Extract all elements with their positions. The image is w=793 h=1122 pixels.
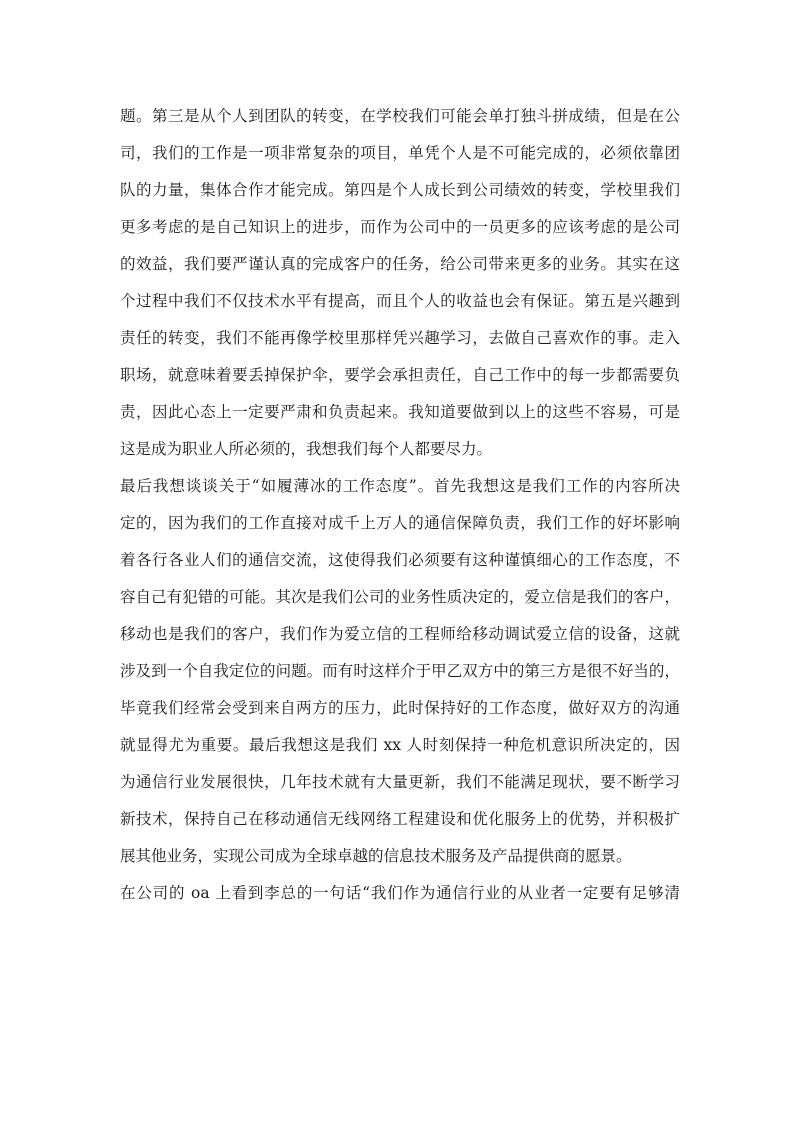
- text-line: 题。第三是从个人到团队的转变，在学校我们可能会单打独斗拼成绩，但是在公: [120, 107, 680, 125]
- text-line: 责，因此心态上一定要严肃和负责起来。我知道要做到以上的这些不容易，可是: [120, 403, 680, 421]
- text-line: 着各行各业人们的通信交流，这使得我们必须要有这种谨慎细心的工作态度，不: [120, 551, 680, 569]
- text-line: 涉及到一个自我定位的问题。而有时这样介于甲乙双方中的第三方是很不好当的，: [120, 662, 680, 680]
- text-line: 定的，因为我们的工作直接对成千上万人的通信保障负责，我们工作的好坏影响: [120, 514, 680, 532]
- text-line: 职场，就意味着要丢掉保护伞，要学会承担责任，自己工作中的每一步都需要负: [120, 366, 680, 384]
- text-line: 新技术，保持自己在移动通信无线网络工程建设和优化服务上的优势，并积极扩: [120, 810, 680, 828]
- text-line: 责任的转变，我们不能再像学校里那样凭兴趣学习，去做自己喜欢作的事。走入: [120, 329, 680, 347]
- text-line: 展其他业务，实现公司成为全球卓越的信息技术服务及产品提供商的愿景。: [120, 847, 632, 865]
- text-line: 这是成为职业人所必须的，我想我们每个人都要尽力。: [120, 440, 493, 458]
- text-line: 容自己有犯错的可能。其次是我们公司的业务性质决定的，爱立信是我们的客户，: [120, 588, 680, 606]
- text-line: 更多考虑的是自己知识上的进步，而作为公司中的一员更多的应该考虑的是公司: [120, 218, 680, 236]
- paragraph-2: [120, 468, 680, 875]
- document-body: [120, 98, 680, 912]
- text-line: 就显得尤为重要。最后我想这是我们 xx 人时刻保持一种危机意识所决定的，因: [120, 736, 680, 754]
- text-line: 的效益，我们要严谨认真的完成客户的任务，给公司带来更多的业务。其实在这: [120, 255, 680, 273]
- text-line: 队的力量，集体合作才能完成。第四是个人成长到公司绩效的转变，学校里我们: [120, 181, 680, 199]
- paragraph-3: [120, 875, 680, 912]
- text-line: 为通信行业发展很快，几年技术就有大量更新，我们不能满足现状，要不断学习: [120, 773, 680, 791]
- text-line: 在公司的 oa 上看到李总的一句话“我们作为通信行业的从业者一定要有足够清: [120, 884, 680, 902]
- text-line: 毕竟我们经常会受到来自两方的压力，此时保持好的工作态度，做好双方的沟通: [120, 699, 680, 717]
- text-line: 个过程中我们不仅技术水平有提高，而且个人的收益也会有保证。第五是兴趣到: [120, 292, 680, 310]
- text-line: 最后我想谈谈关于“如履薄冰的工作态度”。首先我想这是我们工作的内容所决: [120, 477, 680, 495]
- text-line: 司，我们的工作是一项非常复杂的项目，单凭个人是不可能完成的，必须依靠团: [120, 144, 680, 162]
- text-line: 移动也是我们的客户，我们作为爱立信的工程师给移动调试爱立信的设备，这就: [120, 625, 680, 643]
- paragraph-1: [120, 98, 680, 468]
